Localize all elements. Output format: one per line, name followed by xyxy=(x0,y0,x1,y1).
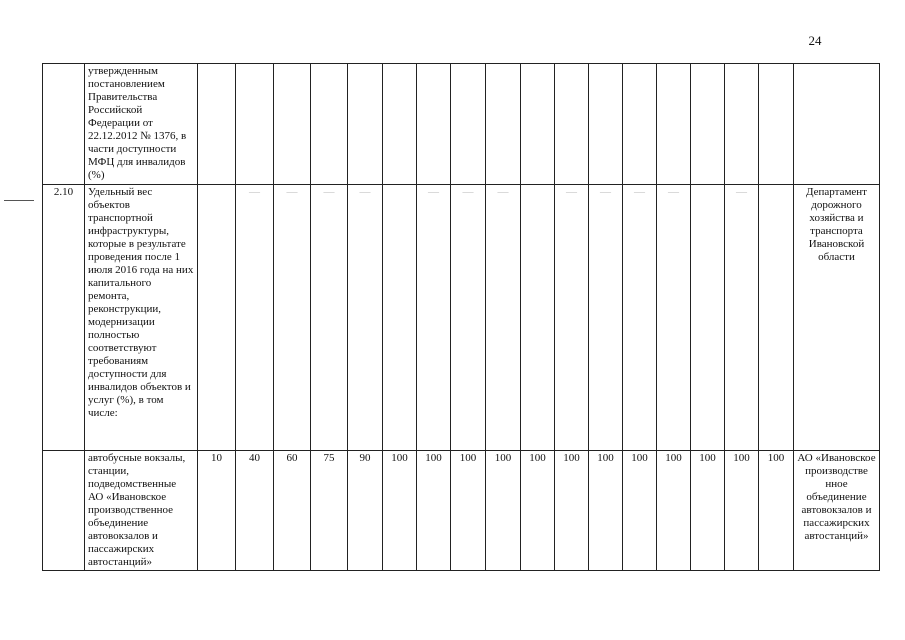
value-cell: — xyxy=(623,185,657,451)
value-cell: — xyxy=(725,185,759,451)
value-cell xyxy=(555,64,589,185)
value-cell: — xyxy=(348,185,383,451)
value-cell xyxy=(521,64,555,185)
value-cell xyxy=(521,185,555,451)
row-number xyxy=(43,64,85,185)
value-cell xyxy=(623,64,657,185)
value-cell: — xyxy=(311,185,348,451)
value-cell xyxy=(383,64,417,185)
responsible-body xyxy=(794,64,880,185)
value-cell: 100 xyxy=(555,451,589,571)
value-cell xyxy=(691,64,725,185)
value-cell: — xyxy=(451,185,486,451)
indicator-table xyxy=(42,63,880,571)
value-cell xyxy=(759,185,794,451)
value-cell: 100 xyxy=(451,451,486,571)
margin-mark xyxy=(4,200,34,201)
value-cell xyxy=(383,185,417,451)
value-cell: 40 xyxy=(236,451,274,571)
value-cell: — xyxy=(589,185,623,451)
value-cell: 100 xyxy=(725,451,759,571)
indicator-description: утвержденным постановлением Правительства Российской Федерации от 22.12.2012 № 1376, в части доступности МФЦ для инвалидов (%) xyxy=(85,64,198,185)
table-row xyxy=(43,64,880,185)
responsible-body: АО «Ивановское производстве нное объединение автовокзалов и пассажирских автостанций» xyxy=(794,451,880,571)
value-cell: 100 xyxy=(623,451,657,571)
value-cell: 75 xyxy=(311,451,348,571)
value-cell: 100 xyxy=(521,451,555,571)
value-cell: 100 xyxy=(486,451,521,571)
table-row xyxy=(43,185,880,451)
value-cell xyxy=(348,64,383,185)
value-cell xyxy=(311,64,348,185)
value-cell xyxy=(236,64,274,185)
value-cell xyxy=(725,64,759,185)
value-cell: — xyxy=(274,185,311,451)
value-cell: 100 xyxy=(759,451,794,571)
value-cell: 100 xyxy=(691,451,725,571)
value-cell: — xyxy=(657,185,691,451)
responsible-body: Департамент дорожного хозяйства и транспорта Ивановской области xyxy=(794,185,880,451)
value-cell: 90 xyxy=(348,451,383,571)
value-cell: 100 xyxy=(383,451,417,571)
row-number xyxy=(43,451,85,571)
value-cell xyxy=(451,64,486,185)
value-cell xyxy=(417,64,451,185)
value-cell: 10 xyxy=(198,451,236,571)
value-cell: 100 xyxy=(657,451,691,571)
value-cell: 100 xyxy=(417,451,451,571)
value-cell: — xyxy=(417,185,451,451)
value-cell xyxy=(198,64,236,185)
value-cell: 100 xyxy=(589,451,623,571)
value-cell xyxy=(274,64,311,185)
value-cell xyxy=(589,64,623,185)
row-number: 2.10 xyxy=(43,185,85,451)
indicator-description: Удельный вес объектов транспортной инфраструктуры, которые в результате проведения после 1 июля 2016 года на них капитального ремонта, реконструкции, модернизации полностью соответствуют требованиям доступности для инвалидов объектов и услуг (%), в том числе: xyxy=(85,185,198,451)
value-cell xyxy=(759,64,794,185)
value-cell: — xyxy=(555,185,589,451)
value-cell: — xyxy=(486,185,521,451)
value-cell: 60 xyxy=(274,451,311,571)
value-cell: — xyxy=(236,185,274,451)
table-body xyxy=(43,64,880,571)
value-cell xyxy=(691,185,725,451)
page-number: 24 xyxy=(808,33,822,48)
table-row xyxy=(43,451,880,571)
value-cell xyxy=(198,185,236,451)
value-cell xyxy=(657,64,691,185)
value-cell xyxy=(486,64,521,185)
indicator-description: автобусные вокзалы, станции, подведомственные АО «Ивановское производственное объединение автовокзалов и пассажирских автостанций» xyxy=(85,451,198,571)
